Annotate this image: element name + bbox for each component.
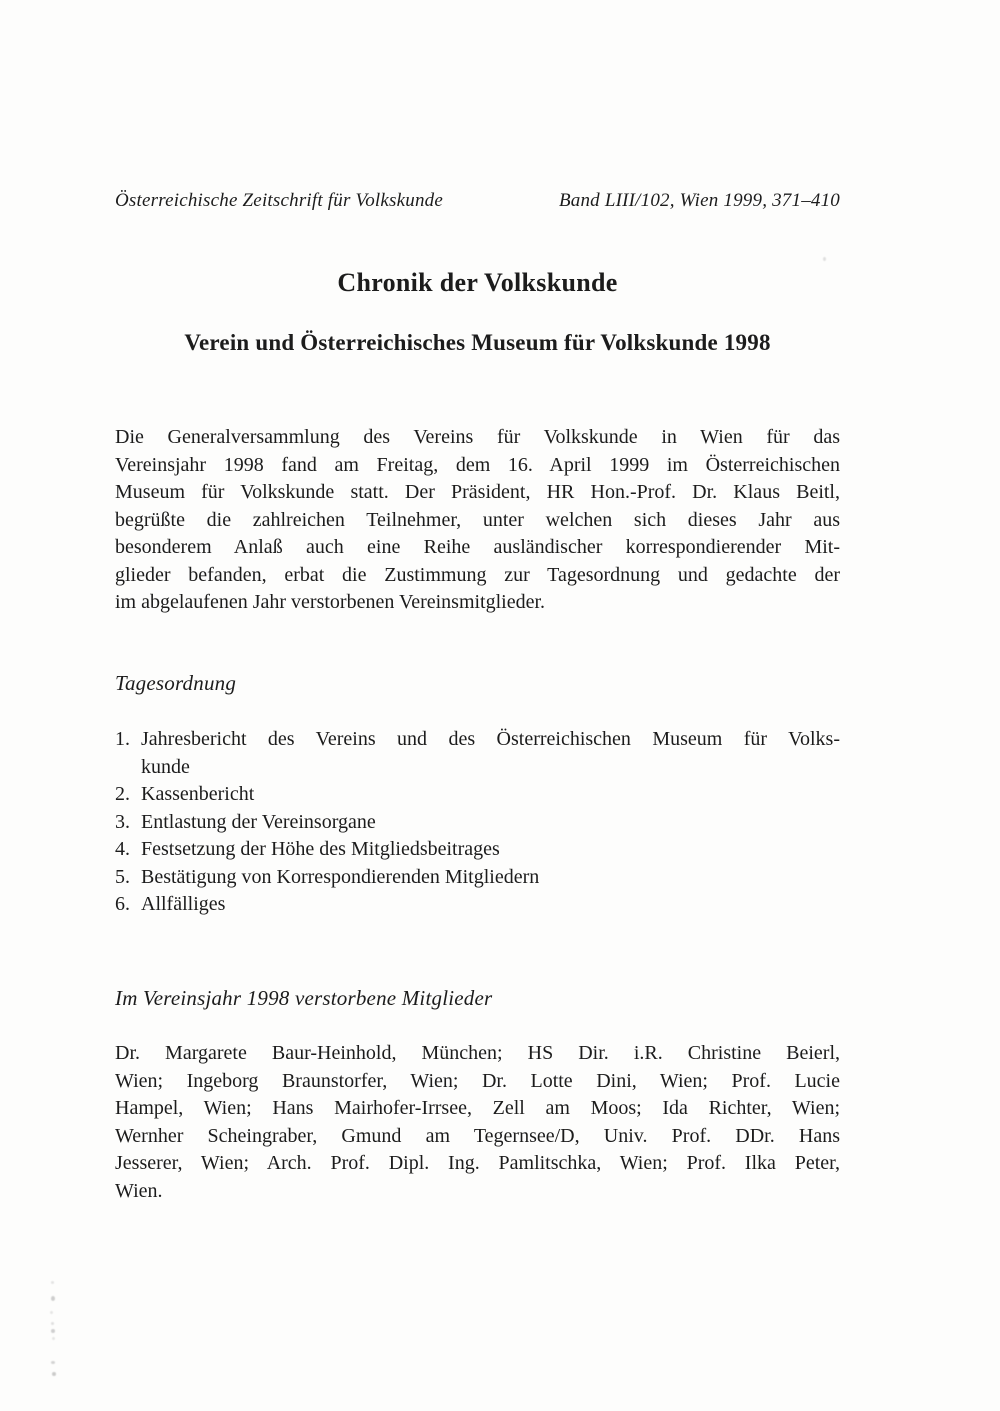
agenda-item-number: 5. xyxy=(115,865,130,888)
article-subtitle: Verein und Österreichisches Museum für Volkskunde 1998 xyxy=(184,330,771,355)
paragraph-line: begrüßte die zahlreichen Teilnehmer, unter welchen sich dieses Jahr aus xyxy=(115,508,840,531)
agenda-item xyxy=(115,891,840,919)
journal-header xyxy=(115,190,840,212)
agenda-item xyxy=(115,836,840,864)
paragraph-line: Museum für Volkskunde statt. Der Präsident, HR Hon.-Prof. Dr. Klaus Beitl, xyxy=(115,481,840,503)
agenda-item-text: Kassenbericht xyxy=(141,783,255,805)
paragraph-line: Jesserer, Wien; Arch. Prof. Dipl. Ing. Pamlitschka, Wien; Prof. Ilka Peter, xyxy=(115,1152,840,1174)
paragraph-line: Wien. xyxy=(115,1179,163,1202)
agenda-item xyxy=(115,754,840,782)
agenda-list xyxy=(115,726,840,919)
deceased-members-heading: Im Vereinsjahr 1998 verstorbene Mitglieder xyxy=(115,986,493,1010)
paragraph-line: Hampel, Wien; Hans Mairhofer-Irrsee, Zell am Moos; Ida Richter, Wien; xyxy=(115,1097,840,1119)
paragraph-line: Vereinsjahr 1998 fand am Freitag, dem 16. April 1999 im Österreichischen xyxy=(115,453,840,476)
scan-artifact xyxy=(52,1372,56,1376)
agenda-item-number xyxy=(115,754,141,782)
agenda-item xyxy=(115,809,840,837)
scan-artifact xyxy=(52,1337,55,1340)
agenda-item-number: 2. xyxy=(115,783,130,805)
paragraph-line: Wernher Scheingraber, Gmund am Tegernsee/D, Univ. Prof. DDr. Hans xyxy=(115,1124,840,1147)
agenda-item-text: kunde xyxy=(141,755,190,778)
paragraph-line: im abgelaufenen Jahr verstorbenen Vereinsmitglieder. xyxy=(115,591,546,613)
agenda-item-text: Jahresbericht des Vereins und des Österreichischen Museum für Volks- xyxy=(141,728,840,750)
deceased-members-paragraph xyxy=(115,1040,840,1205)
scan-artifact xyxy=(823,257,826,261)
agenda-item xyxy=(115,781,840,809)
scan-artifact xyxy=(51,1322,54,1325)
paragraph-line: glieder befanden, erbat die Zustimmung zur Tagesordnung und gedachte der xyxy=(115,563,840,586)
agenda-item-text: Entlastung der Vereinsorgane xyxy=(141,810,376,833)
agenda-item xyxy=(115,864,840,892)
agenda-item-text: Festsetzung der Höhe des Mitgliedsbeitrages xyxy=(141,838,500,860)
journal-name: Österreichische Zeitschrift für Volkskunde xyxy=(115,190,444,211)
paragraph-line: Wien; Ingeborg Braunstorfer, Wien; Dr. Lotte Dini, Wien; Prof. Lucie xyxy=(115,1069,840,1092)
agenda-item-text: Allfälliges xyxy=(141,893,226,915)
scan-artifact xyxy=(51,1329,55,1333)
agenda-item-number: 6. xyxy=(115,893,130,915)
article-title: Chronik der Volkskunde xyxy=(337,268,618,297)
agenda-item-number: 4. xyxy=(115,838,130,860)
paragraph-line: Dr. Margarete Baur-Heinhold, München; HS Dir. i.R. Christine Beierl, xyxy=(115,1042,840,1064)
scan-artifact xyxy=(51,1361,55,1364)
scan-artifact xyxy=(51,1281,54,1284)
scan-artifact xyxy=(50,1311,53,1314)
journal-issue-info: Band LIII/102, Wien 1999, 371–410 xyxy=(558,190,840,211)
agenda-item xyxy=(115,726,840,754)
paragraph-line: besonderem Anlaß auch eine Reihe ausländischer korrespondierender Mit- xyxy=(115,536,840,558)
agenda-item-number: 3. xyxy=(115,810,130,833)
agenda-item-number: 1. xyxy=(115,728,130,750)
intro-paragraph xyxy=(115,424,840,617)
scan-artifact xyxy=(51,1296,55,1301)
agenda-item-text: Bestätigung von Korrespondierenden Mitgliedern xyxy=(141,865,540,888)
agenda-heading: Tagesordnung xyxy=(115,671,237,695)
paragraph-line: Die Generalversammlung des Vereins für Volkskunde in Wien für das xyxy=(115,426,840,448)
